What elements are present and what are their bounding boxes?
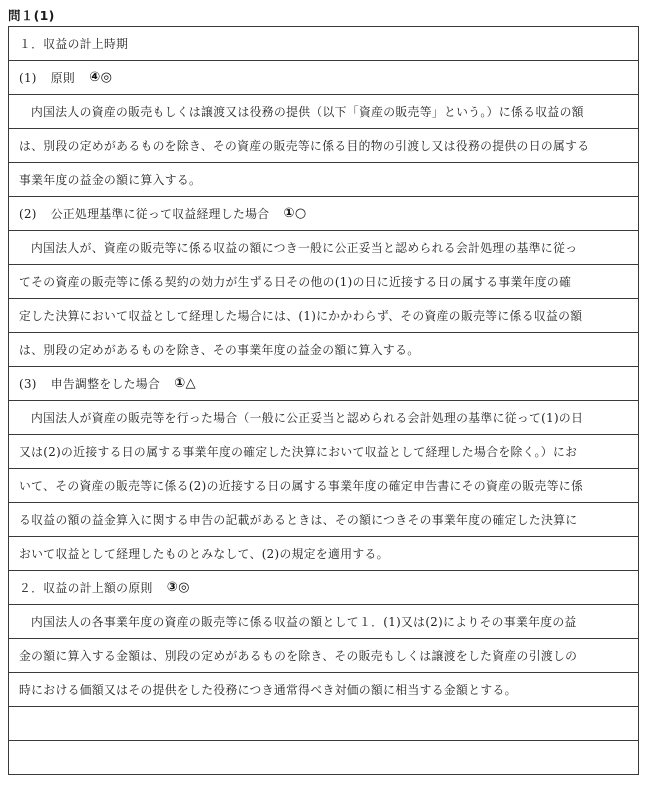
line-text: おいて収益として経理したものとみなして、(2)の規定を適用する。 xyxy=(19,547,389,561)
line-text: る収益の額の益金算入に関する申告の記載があるときは、その額につきその事業年度の確定した決算に xyxy=(19,513,578,527)
subsection-1-line xyxy=(8,129,639,163)
subsection-2-score-mark: ①○ xyxy=(283,206,307,221)
question-heading: 問１(1) xyxy=(8,8,55,23)
subsection-2-number: (2) xyxy=(19,206,37,221)
section-2-score-mark: ③◎ xyxy=(166,580,190,595)
line-text: 又は(2)の近接する日の属する事業年度の確定した決算において収益として経理した場合を除く。）にお xyxy=(19,445,578,459)
section-2-line xyxy=(8,605,639,639)
subsection-1-line xyxy=(8,95,639,129)
subsection-2-label: 公正処理基準に従って収益経理した場合 xyxy=(50,207,270,221)
subsection-3-line xyxy=(8,503,639,537)
subsection-3-line xyxy=(8,469,639,503)
subsection-3-line xyxy=(8,401,639,435)
subsection-2-line xyxy=(8,231,639,265)
line-text: は、別段の定めがあるものを除き、その資産の販売等に係る目的物の引渡し又は役務の提供の日の属する xyxy=(19,139,590,153)
subsection-2-line xyxy=(8,333,639,367)
line-text: 内国法人が資産の販売等を行った場合（一般に公正妥当と認められる会計処理の基準に従って(1)の日 xyxy=(31,411,584,425)
subsection-2-line xyxy=(8,299,639,333)
blank-answer-row xyxy=(8,741,639,775)
subsection-1-score-mark: ④◎ xyxy=(89,70,113,85)
subsection-2-title-row xyxy=(8,197,639,231)
line-text: 内国法人の資産の販売もしくは譲渡又は役務の提供（以下「資産の販売等」という。）に係る収益の額 xyxy=(31,105,584,119)
subsection-1-label: 原則 xyxy=(50,71,76,85)
line-text: 事業年度の益金の額に算入する。 xyxy=(19,173,202,187)
line-text: てその資産の販売等に係る契約の効力が生ずる日その他の(1)の日に近接する日の属する事業年度の確 xyxy=(19,275,572,289)
answer-sheet xyxy=(8,26,639,775)
section-2-title-row xyxy=(8,571,639,605)
subsection-1-line xyxy=(8,163,639,197)
subsection-3-line xyxy=(8,435,639,469)
subsection-3-label: 申告調整をした場合 xyxy=(50,377,161,391)
section-2-line xyxy=(8,639,639,673)
line-text: 時における価額又はその提供をした役務につき通常得べき対価の額に相当する金額とする。 xyxy=(19,683,517,697)
subsection-1-number: (1) xyxy=(19,70,37,85)
section-2-title: ２．収益の計上額の原則 xyxy=(19,581,153,595)
subsection-3-line xyxy=(8,537,639,571)
subsection-3-title-row xyxy=(8,367,639,401)
line-text: は、別段の定めがあるものを除き、その事業年度の益金の額に算入する。 xyxy=(19,343,420,357)
line-text: 内国法人の各事業年度の資産の販売等に係る収益の額として１．(1)又は(2)によりその事業年度の益 xyxy=(31,615,577,629)
section-1-title: １．収益の計上時期 xyxy=(19,37,129,51)
subsection-3-score-mark: ①△ xyxy=(174,376,197,391)
line-text: 定した決算において収益として経理した場合には、(1)にかかわらず、その資産の販売等に係る収益の額 xyxy=(19,309,583,323)
subsection-3-number: (3) xyxy=(19,376,37,391)
line-text: 内国法人が、資産の販売等に係る収益の額につき一般に公正妥当と認められる会計処理の基準に従っ xyxy=(31,241,578,255)
section-2-line xyxy=(8,673,639,707)
subsection-1-title-row xyxy=(8,61,639,95)
line-text: いて、その資産の販売等に係る(2)の近接する日の属する事業年度の確定申告書にその資産の販売等に係 xyxy=(19,479,584,493)
section-1-title-row xyxy=(8,27,639,61)
line-text: 金の額に算入する金額は、別段の定めがあるものを除き、その販売もしくは譲渡をした資産の引渡しの xyxy=(19,649,578,663)
blank-answer-row xyxy=(8,707,639,741)
subsection-2-line xyxy=(8,265,639,299)
